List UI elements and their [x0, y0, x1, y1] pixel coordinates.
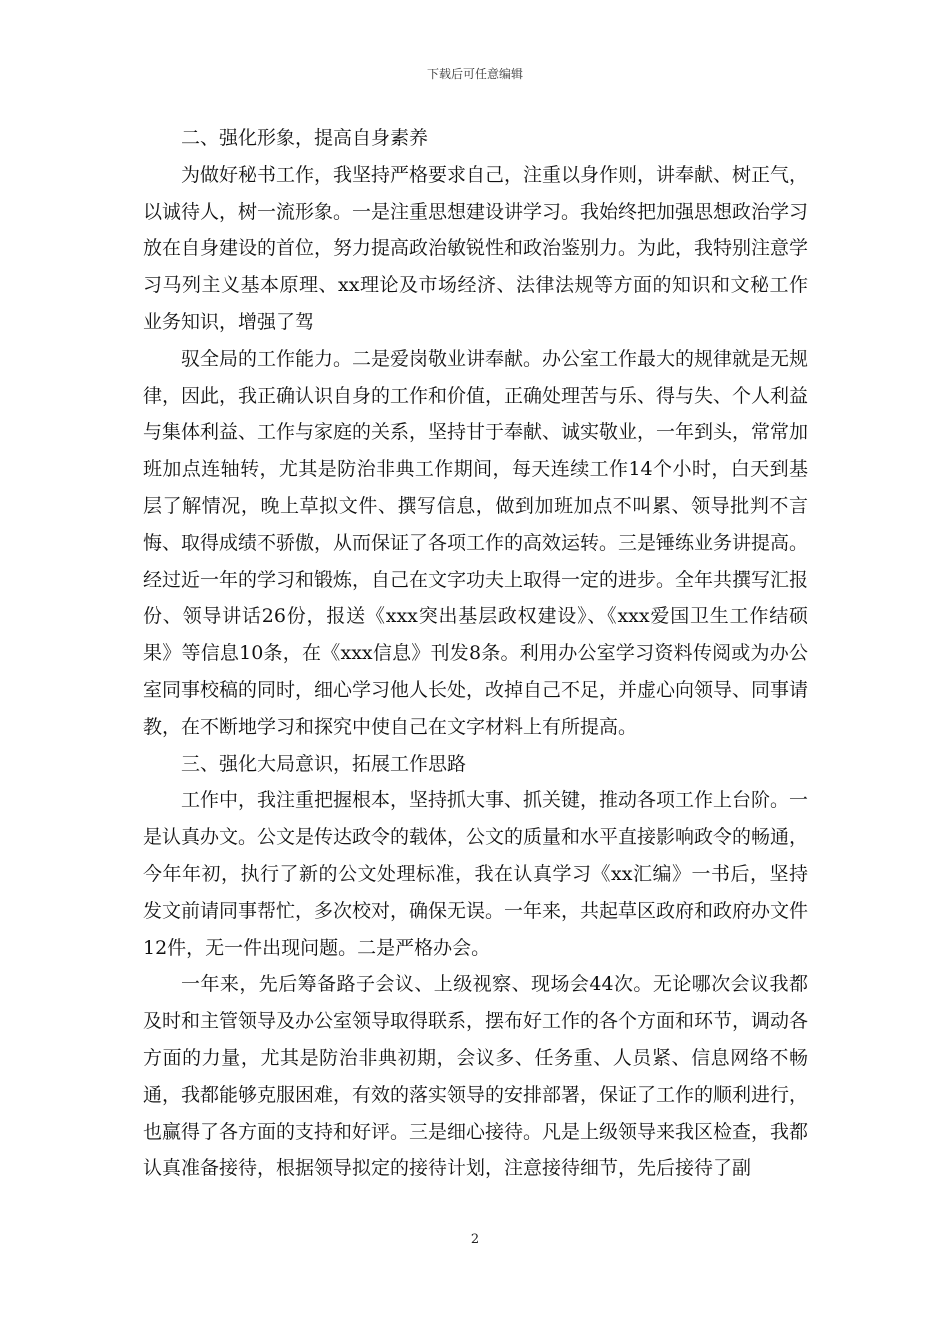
paragraph-4: 一年来，先后筹备路子会议、上级视察、现场会44次。无论哪次会议我都及时和主管领导及办公室领导取得联系，摆布好工作的各个方面和环节，调动各方面的力量，尤其是防治非典初期，会议多、任务重、人员紧、信息网络不畅通，我都能够克服困难，有效的落实领导的安排部署，保证了工作的顺利进行，也赢得了各方面的支持和好评。三是细心接待。凡是上级领导来我区检查，我都认真准备接待，根据领导拟定的接待计划，注意接待细节，先后接待了副 [143, 973, 809, 1180]
document-body [143, 120, 808, 1187]
paragraph-2: 驭全局的工作能力。二是爱岗敬业讲奉献。办公室工作最大的规律就是无规律，因此，我正确认识自身的工作和价值，正确处理苦与乐、得与失、个人利益与集体利益、工作与家庭的关系，坚持甘于奉献、诚实敬业，一年到头，常常加班加点连轴转，尤其是防治非典工作期间，每天连续工作14个小时，白天到基层了解情况，晚上草拟文件、撰写信息，做到加班加点不叫累、领导批判不言悔、取得成绩不骄傲，从而保证了各项工作的高效运转。三是锤练业务讲提高。经过近一年的学习和锻炼，自己在文字功夫上取得一定的进步。全年共撰写汇报份、领导讲话26份，报送《xxx突出基层政权建设》、《xxx爱国卫生工作结硕果》等信息10条，在《xxx信息》刊发8条。利用办公室学习资料传阅或为办公室同事校稿的同时，细心学习他人长处，改掉自己不足，并虚心向领导、同事请教，在不断地学习和探究中使自己在文字材料上有所提高。 [143, 347, 809, 738]
section-heading-2: 二、强化形象，提高自身素养 [181, 127, 429, 149]
section-heading-3: 三、强化大局意识，拓展工作思路 [181, 752, 467, 775]
paragraph-1: 为做好秘书工作，我坚持严格要求自己，注重以身作则，讲奉献、树正气，以诚待人，树一流形象。一是注重思想建设讲学习。我始终把加强思想政治学习放在自身建设的首位，努力提高政治敏锐性和政治鉴别力。为此，我特别注意学习马列主义基本原理、xx理论及市场经济、法律法规等方面的知识和文秘工作业务知识，增强了驾 [143, 163, 809, 333]
paragraph-3: 工作中，我注重把握根本，坚持抓大事、抓关键，推动各项工作上台阶。一是认真办文。公文是传达政令的载体，公文的质量和水平直接影响政令的畅通，今年年初，执行了新的公文处理标准，我在认真学习《xx汇编》一书后，坚持发文前请同事帮忙，多次校对，确保无误。一年来，共起草区政府和政府办文件12件，无一件出现问题。二是严格办会。 [143, 789, 809, 959]
page-header: 下载后可任意编辑 [426, 67, 523, 81]
page-number: 2 [470, 1232, 480, 1247]
